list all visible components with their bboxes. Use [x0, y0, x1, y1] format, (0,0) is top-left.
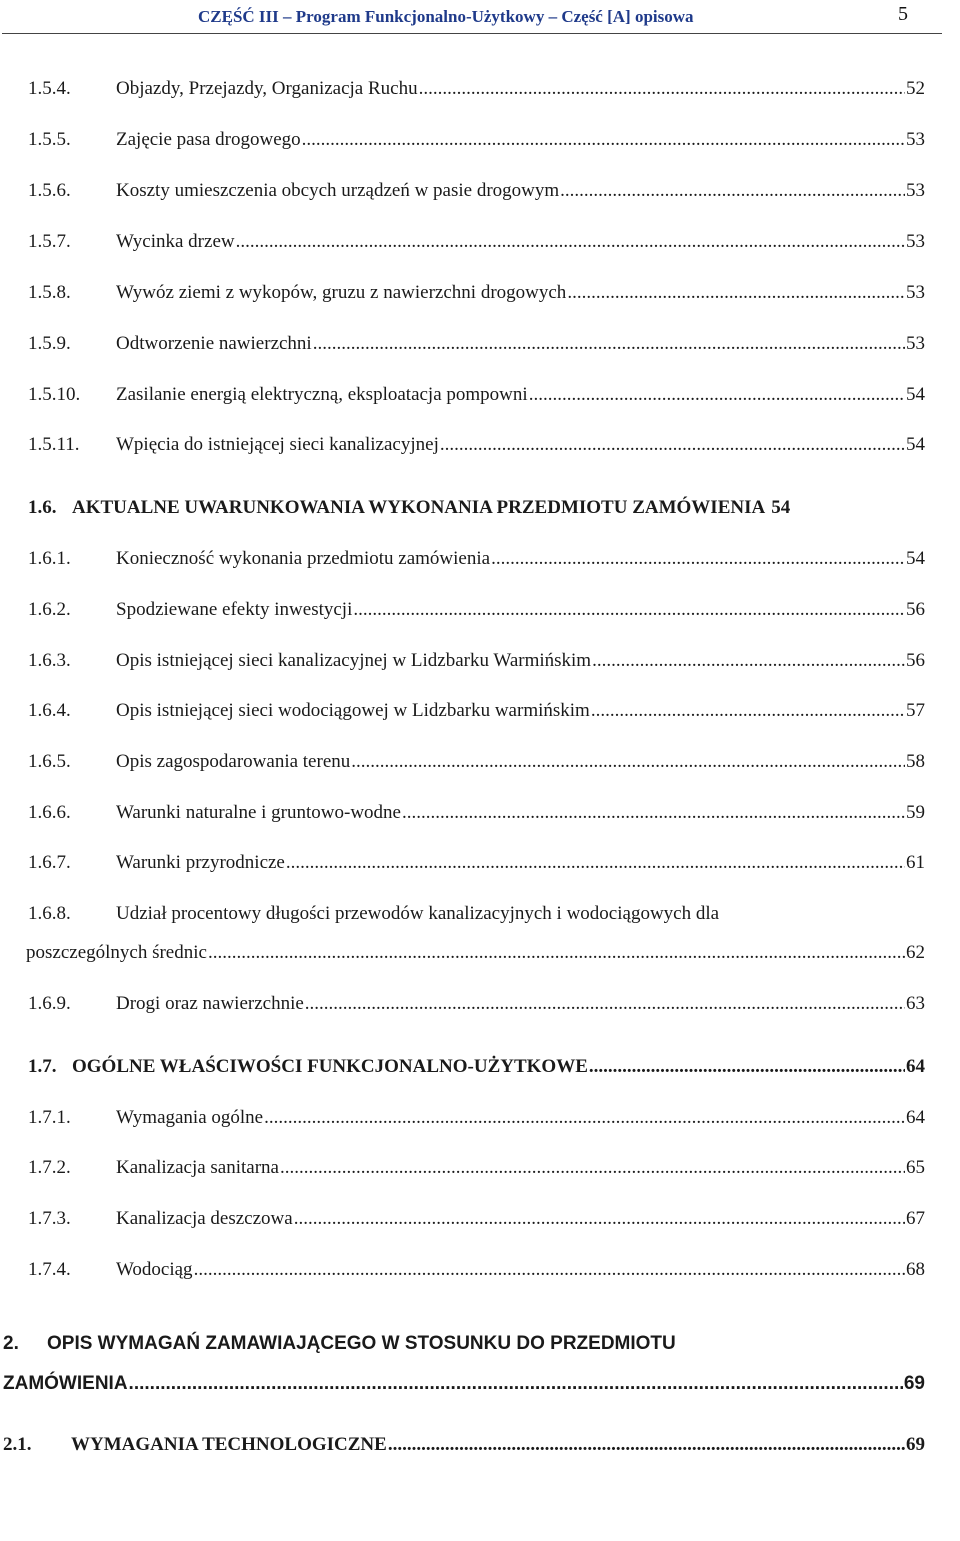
toc-entry-title: Wodociąg	[116, 1259, 193, 1280]
toc-entry-wrapped-line2[interactable]	[26, 942, 925, 964]
toc-entry-page: 65	[906, 1157, 925, 1178]
toc-entry-page: 64	[906, 1107, 925, 1128]
toc-entry-page: 57	[906, 700, 925, 721]
toc-leader-dots	[286, 852, 905, 874]
toc-leader-dots	[129, 1373, 903, 1395]
toc-leader-dots	[264, 1107, 905, 1129]
toc-entry[interactable]	[28, 650, 925, 672]
toc-leader-dots	[419, 78, 905, 100]
toc-leader-dots	[388, 1434, 905, 1456]
toc-leader-dots	[589, 1056, 905, 1078]
toc-entry[interactable]	[28, 1259, 925, 1281]
toc-entry-page: 58	[906, 751, 925, 772]
toc-entry-title: Wymagania ogólne	[116, 1107, 264, 1128]
toc-entry-number: 1.6.8.	[28, 903, 71, 924]
toc-entry[interactable]	[28, 434, 925, 456]
toc-entry-title: Wywóz ziemi z wykopów, gruzu z nawierzchni drogowych	[116, 282, 567, 303]
toc-entry-page: 61	[906, 852, 925, 873]
toc-entry[interactable]	[28, 180, 925, 202]
toc-entry-page: 54	[906, 384, 925, 405]
toc-entry-number: 1.5.9.	[28, 333, 71, 354]
toc-section-entry[interactable]	[28, 497, 925, 519]
toc-entry-number: 1.5.6.	[28, 180, 71, 201]
toc-entry-number: 1.6.4.	[28, 700, 71, 721]
toc-entry-page: 53	[906, 129, 925, 150]
toc-leader-dots	[236, 231, 905, 253]
toc-entry-number: 1.7.1.	[28, 1107, 71, 1128]
toc-entry-title: Koszty umieszczenia obcych urządzeń w pasie drogowym	[116, 180, 560, 201]
toc-entry-number: 1.5.10.	[28, 384, 81, 405]
toc-leader-dots	[591, 700, 905, 722]
toc-entry-page: 64	[906, 1056, 925, 1077]
toc-entry-page: 56	[906, 599, 925, 620]
toc-entry-page: 52	[906, 78, 925, 99]
toc-entry-page: 69	[903, 1373, 925, 1394]
toc-leader-dots	[302, 129, 905, 151]
toc-entry[interactable]	[28, 231, 925, 253]
toc-entry-number: 1.5.11.	[28, 434, 80, 455]
toc-entry-page: 62	[906, 942, 925, 963]
toc-leader-dots	[402, 802, 905, 824]
toc-leader-dots	[440, 434, 905, 456]
toc-leader-dots	[294, 1208, 905, 1230]
toc-entry[interactable]	[28, 1208, 925, 1230]
toc-entry[interactable]	[28, 993, 925, 1015]
toc-entry-page: 69	[906, 1434, 925, 1455]
toc-entry-page: 54	[906, 434, 925, 455]
toc-entry-title: Spodziewane efekty inwestycji	[116, 599, 353, 620]
toc-entry-number: 1.5.4.	[28, 78, 71, 99]
toc-entry-page: 67	[906, 1208, 925, 1229]
toc-leader-dots	[280, 1157, 905, 1179]
toc-entry-number: 1.7.2.	[28, 1157, 71, 1178]
toc-entry-title: Warunki naturalne i gruntowo-wodne	[116, 802, 401, 823]
toc-entry-number: 1.5.8.	[28, 282, 71, 303]
toc-entry[interactable]	[28, 802, 925, 824]
toc-entry-title: Opis istniejącej sieci wodociągowej w Lidzbarku warmińskim	[116, 700, 590, 721]
toc-entry-number: 1.6.2.	[28, 599, 71, 620]
toc-entry[interactable]	[28, 852, 925, 874]
toc-entry-page: 53	[906, 282, 925, 303]
toc-entry-page: 54	[906, 548, 925, 569]
toc-entry[interactable]	[28, 129, 925, 151]
toc-entry-number: 1.6.7.	[28, 852, 71, 873]
toc-entry-number: 1.6.3.	[28, 650, 71, 671]
toc-entry-page: 68	[906, 1259, 925, 1280]
toc-entry-title: OGÓLNE WŁAŚCIWOŚCI FUNKCJONALNO-UŻYTKOWE	[72, 1056, 588, 1077]
toc-entry[interactable]	[28, 751, 925, 773]
toc-entry-page: 59	[906, 802, 925, 823]
toc-entry-title: Kanalizacja deszczowa	[116, 1208, 293, 1229]
toc-entry-number: 2.	[3, 1333, 19, 1354]
toc-entry-number: 1.5.7.	[28, 231, 71, 252]
toc-entry-number: 1.6.9.	[28, 993, 71, 1014]
toc-entry-title: Wycinka drzew	[116, 231, 235, 252]
toc-entry-page: 53	[906, 231, 925, 252]
toc-entry-title: Wpięcia do istniejącej sieci kanalizacyjnej	[116, 434, 439, 455]
toc-entry-title: Opis zagospodarowania terenu	[116, 751, 351, 772]
toc-entry-title: Kanalizacja sanitarna	[116, 1157, 279, 1178]
toc-entry-number: 1.7.	[28, 1056, 57, 1077]
toc-entry-page: 53	[906, 333, 925, 354]
toc-entry-number: 1.7.4.	[28, 1259, 71, 1280]
toc-leader-dots	[560, 180, 905, 202]
toc-leader-dots	[592, 650, 905, 672]
toc-entry[interactable]	[28, 78, 925, 100]
toc-entry-title-continued: ZAMÓWIENIA	[3, 1373, 128, 1394]
toc-chapter-entry-line1[interactable]	[3, 1333, 925, 1355]
toc-entry[interactable]	[28, 384, 925, 406]
toc-entry-number: 1.7.3.	[28, 1208, 71, 1229]
toc-entry[interactable]	[28, 282, 925, 304]
toc-entry-title: Zajęcie pasa drogowego	[116, 129, 301, 150]
toc-leader-dots	[313, 333, 905, 355]
toc-entry-title: Drogi oraz nawierzchnie	[116, 993, 304, 1014]
toc-entry[interactable]	[28, 1107, 925, 1129]
toc-leader-dots	[194, 1259, 905, 1281]
toc-entry-title-continued: poszczególnych średnic	[26, 942, 207, 963]
toc-entry-number: 1.6.6.	[28, 802, 71, 823]
toc-entry-page: 54	[771, 497, 791, 518]
toc-entry-title: Udział procentowy długości przewodów kanalizacyjnych i wodociągowych dla	[116, 903, 720, 924]
toc-entry-title: WYMAGANIA TECHNOLOGICZNE	[71, 1434, 387, 1455]
toc-entry-title: Opis istniejącej sieci kanalizacyjnej w Lidzbarku Warmińskim	[116, 650, 592, 671]
toc-entry[interactable]	[28, 548, 925, 570]
toc-entry-title: Warunki przyrodnicze	[116, 852, 285, 873]
toc-entry-number: 1.6.	[28, 497, 57, 518]
toc-section-entry[interactable]	[3, 1434, 925, 1456]
toc-entry[interactable]	[28, 1157, 925, 1179]
toc-entry[interactable]	[28, 599, 925, 621]
toc-entry-page: 53	[906, 180, 925, 201]
toc-leader-dots	[208, 942, 905, 964]
toc-entry-wrapped-line1[interactable]	[28, 903, 925, 925]
toc-entry-number: 2.1.	[3, 1434, 32, 1455]
toc-entry-page: 63	[906, 993, 925, 1014]
toc-entry-title: Konieczność wykonania przedmiotu zamówienia	[116, 548, 491, 569]
toc-entry-title: Objazdy, Przejazdy, Organizacja Ruchu	[116, 78, 418, 99]
toc-chapter-entry-line2[interactable]	[3, 1373, 925, 1395]
toc-entry-title: Odtworzenie nawierzchni	[116, 333, 312, 354]
toc-entry-title: AKTUALNE UWARUNKOWANIA WYKONANIA PRZEDMIOTU ZAMÓWIENIA	[72, 497, 766, 518]
toc-entry-number: 1.6.5.	[28, 751, 71, 772]
toc-section-entry[interactable]	[28, 1056, 925, 1078]
toc-leader-dots	[351, 751, 905, 773]
toc-leader-dots	[305, 993, 905, 1015]
toc-leader-dots	[353, 599, 905, 621]
page-number: 5	[898, 3, 908, 25]
toc-leader-dots	[567, 282, 905, 304]
toc-entry-number: 1.6.1.	[28, 548, 71, 569]
toc-entry-title: OPIS WYMAGAŃ ZAMAWIAJĄCEGO W STOSUNKU DO PRZEDMIOTU	[47, 1333, 676, 1354]
toc-entry-title: Zasilanie energią elektryczną, eksploatacja pompowni	[116, 384, 528, 405]
toc-entry[interactable]	[28, 700, 925, 722]
toc-leader-dots	[491, 548, 905, 570]
toc-leader-dots	[529, 384, 905, 406]
toc-entry[interactable]	[28, 333, 925, 355]
toc-entry-number: 1.5.5.	[28, 129, 71, 150]
toc-entry-page: 56	[906, 650, 925, 671]
header-title: CZĘŚĆ III – Program Funkcjonalno-Użytkowy – Część [A] opisowa	[198, 7, 694, 26]
